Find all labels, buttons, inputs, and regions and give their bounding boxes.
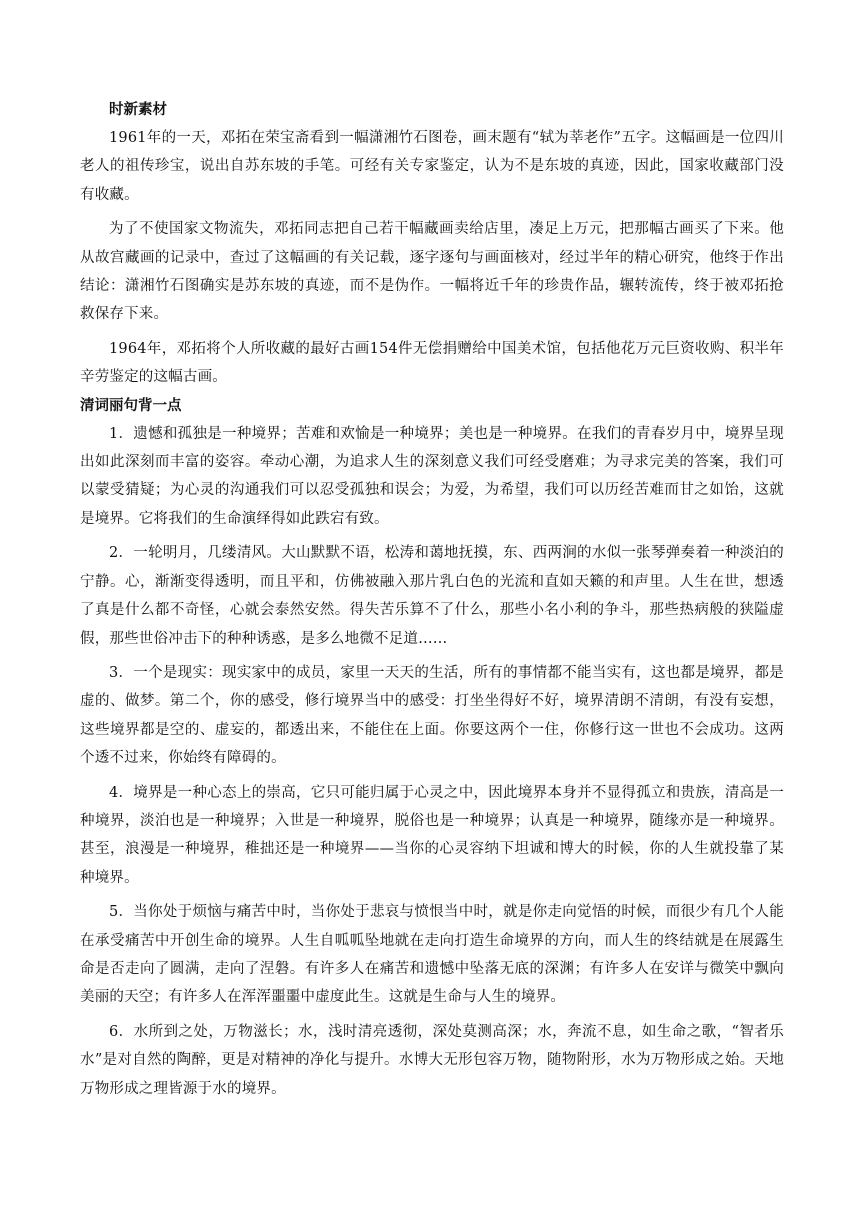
section-heading-beautiful-sentences: 清词丽句背一点 — [80, 397, 182, 414]
sentence-item-2: 2．一轮明月，几缕清风。大山默默不语，松涛和蔼地抚摸，东、西两涧的水似一张琴弹奏着一种淡泊的宁静。心，渐渐变得透明，而且平和，仿佛被融入那片乳白色的光流和直如天籁的和声里。人生在世，想透了真是什么都不奇怪，心就会泰然安然。得失苦乐算不了什么，那些小名小利的争斗，那些热病般的狭隘虚假，那些世俗冲击下的种种诱惑，是多么地微不足道…… — [80, 545, 784, 647]
sentence-item-4: 4．境界是一种心态上的崇高，它只可能归属于心灵之中，因此境界本身并不显得孤立和贵族，清高是一种境界，淡泊也是一种境界；入世是一种境界，脱俗也是一种境界；认真是一种境界，随缘亦是一种境界。甚至，浪漫是一种境界，稚拙还是一种境界——当你的心灵容纳下坦诚和博大的时候，你的人生就投靠了某种境界。 — [80, 784, 784, 886]
sentence-item-5: 5．当你处于烦恼与痛苦中时，当你处于悲哀与愤恨当中时，就是你走向觉悟的时候，而很少有几个人能在承受痛苦中开创生命的境界。人生自呱呱坠地就在走向打造生命境界的方向，而人生的终结就是在展露生命是否走向了圆满，走向了涅磐。有许多人在痛苦和遗憾中坠落无底的深渊；有许多人在安详与微笑中飘向美丽的天空；有许多人在浑浑噩噩中虚度此生。这就是生命与人生的境界。 — [80, 904, 784, 1006]
document-page — [80, 96, 784, 1103]
paragraph-dengtuo-1: 1961年的一天，邓拓在荣宝斋看到一幅潇湘竹石图卷，画末题有“轼为莘老作”五字。这幅画是一位四川老人的祖传珍宝，说出自苏东坡的手笔。可经有关专家鉴定，认为不是东坡的真迹，因此，国家收藏部门没有收藏。 — [80, 130, 784, 203]
sentence-item-1: 1．遗憾和孤独是一种境界；苦难和欢愉是一种境界；美也是一种境界。在我们的青春岁月中，境界呈现出如此深刻而丰富的姿容。牵动心潮，为追求人生的深刻意义我们可经受磨难；为寻求完美的答案，我们可以蒙受猜疑；为心灵的沟通我们可以忍受孤独和误会；为爱，为希望，我们可以历经苦难而甘之如饴，这就是境界。它将我们的生命演绎得如此跌宕有致。 — [80, 425, 784, 527]
paragraph-dengtuo-2: 为了不使国家文物流失，邓拓同志把自己若干幅藏画卖给店里，凑足上万元，把那幅古画买了下来。他从故宫藏画的记录中，查过了这幅画的有关记载，逐字逐句与画面核对，经过半年的精心研究，他终于作出结论：潇湘竹石图确实是苏东坡的真迹，而不是伪作。一幅将近千年的珍贵作品，辗转流传，终于被邓拓抢救保存下来。 — [80, 221, 784, 323]
sentence-item-6: 6．水所到之处，万物滋长；水，浅时清亮透彻，深处莫测高深；水，奔流不息，如生命之歌，“智者乐水”是对自然的陶醉，更是对精神的净化与提升。水博大无形包容万物，随物附形，水为万物形成之始。天地万物形成之理皆源于水的境界。 — [80, 1023, 784, 1097]
sentence-item-3: 3．一个是现实：现实家中的成员，家里一天天的生活，所有的事情都不能当实有，这也都是境界，都是虚的、做梦。第二个，你的感受，修行境界当中的感受：打坐坐得好不好，境界清朗不清朗，有没有妄想，这些境界都是空的、虚妄的，都透出来，不能住在上面。你要这两个一住，你修行这一世也不会成功。这两个透不过来，你始终有障碍的。 — [80, 664, 784, 767]
section-heading-current-material: 时新素材 — [109, 102, 167, 118]
paragraph-dengtuo-3: 1964年，邓拓将个人所收藏的最好古画154件无偿捐赠给中国美术馆，包括他花万元巨资收购、积半年辛劳鉴定的这幅古画。 — [80, 340, 784, 386]
